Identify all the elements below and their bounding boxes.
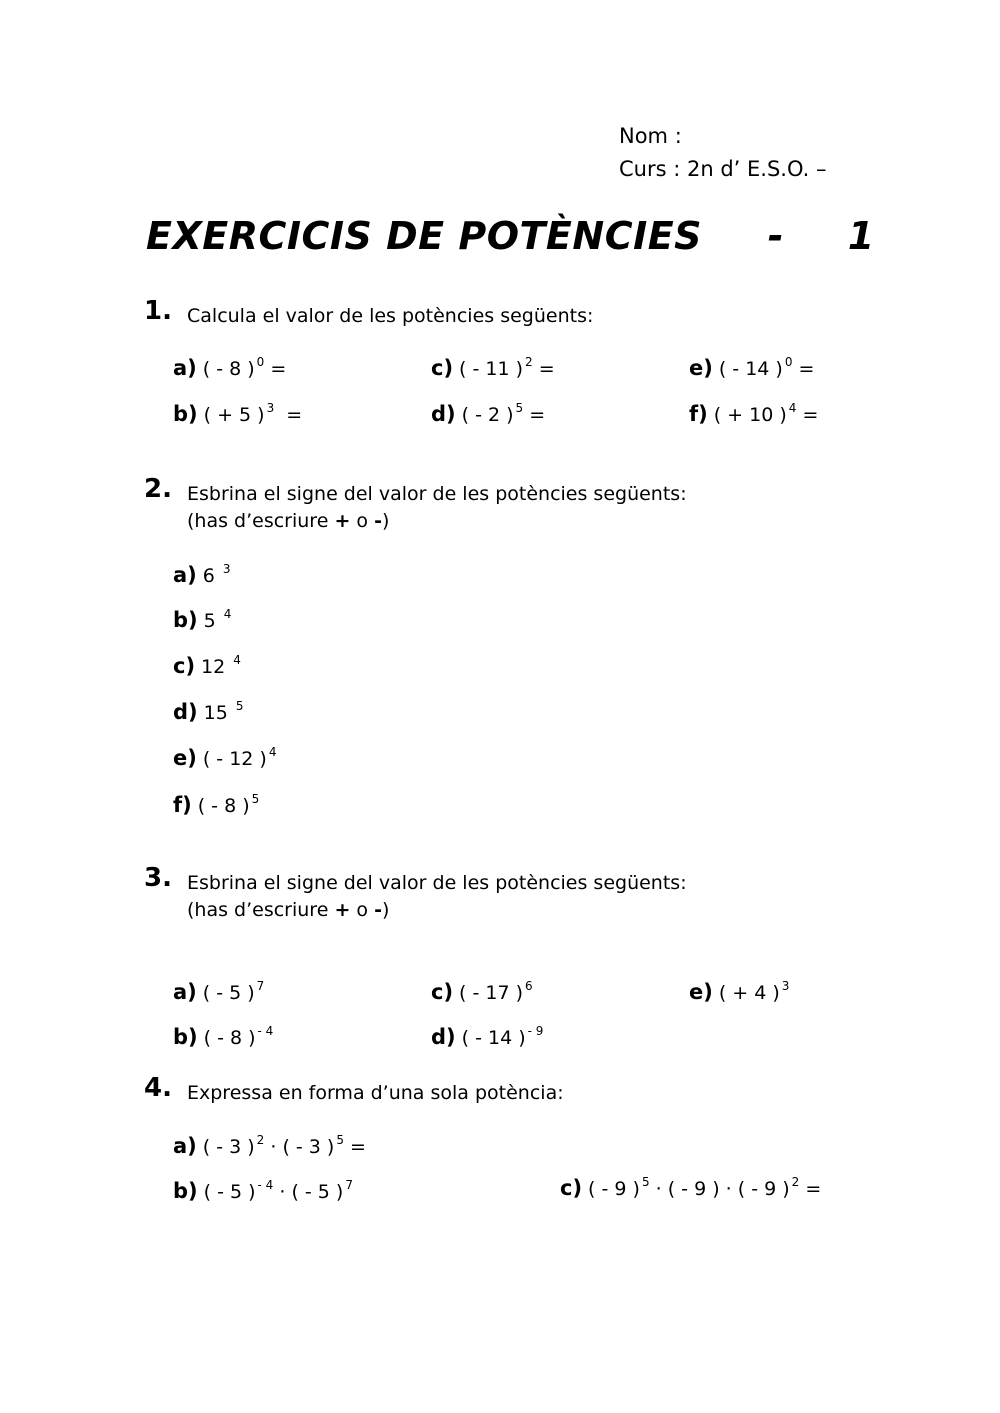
item-exponent: 4: [788, 401, 797, 415]
item-base: ( - 8 ): [197, 795, 250, 817]
q3-item-c: [431, 979, 533, 1004]
item-equals: =: [529, 404, 546, 426]
multiply-dot: ·: [270, 1136, 277, 1158]
item-base: ( - 9 ): [588, 1178, 640, 1200]
item-equals: =: [798, 358, 815, 380]
multiply-dot: ·: [279, 1181, 286, 1203]
item-base: ( - 11 ): [459, 358, 524, 380]
item-label: c): [560, 1176, 583, 1200]
item-label: a): [173, 356, 197, 380]
item-equals: =: [286, 404, 303, 426]
course-label: Curs : 2n d’ E.S.O. –: [619, 157, 827, 181]
item-exponent: 2: [525, 355, 533, 369]
q3-item-a: [173, 979, 264, 1004]
name-field-label: Nom :: [619, 124, 682, 148]
item-base: 12: [201, 656, 226, 678]
item-base: ( - 8 ): [202, 358, 255, 380]
item-label: b): [173, 1025, 198, 1049]
item-label: d): [173, 700, 198, 724]
item-exponent: - 9: [527, 1024, 544, 1038]
q2-item-e: [173, 745, 276, 770]
item-base: ( - 14 ): [718, 358, 783, 380]
item-base: ( - 3 ): [202, 1136, 255, 1158]
item-base: 15: [203, 702, 228, 724]
item-base: ( + 4 ): [718, 982, 780, 1004]
q4-item-a: [173, 1133, 366, 1158]
item-base: 5: [203, 610, 216, 632]
multiply-dot: ·: [725, 1178, 732, 1200]
item-label: c): [431, 356, 454, 380]
item-label: e): [689, 980, 713, 1004]
item-equals: =: [270, 358, 287, 380]
item-label: d): [431, 1025, 456, 1049]
q1-item-a: [173, 355, 286, 380]
q2-item-c: [173, 653, 241, 678]
q2-note: (has d’escriure + o -): [187, 510, 390, 532]
q3-item-d: [431, 1024, 543, 1049]
item-label: f): [689, 402, 708, 426]
item-label: e): [689, 356, 713, 380]
q2-item-d: [173, 699, 244, 724]
item-exponent: - 4: [257, 1178, 274, 1192]
item-label: f): [173, 793, 192, 817]
q1-item-e: [689, 355, 814, 380]
q4-number: 4.: [144, 1073, 172, 1103]
q3-item-e: [689, 979, 789, 1004]
title-number: 1: [847, 214, 875, 258]
item-exponent: 6: [525, 979, 533, 993]
q2-item-a: [173, 562, 231, 587]
item-base: ( - 17 ): [459, 982, 524, 1004]
item-exponent: 3: [222, 562, 231, 576]
q2-number: 2.: [144, 474, 172, 504]
item-exponent: 7: [256, 979, 265, 993]
title-main: EXERCICIS DE POTÈNCIES: [146, 214, 703, 258]
item-base: ( - 9 ): [667, 1178, 720, 1200]
item-exponent: 4: [268, 745, 277, 759]
q1-item-c: [431, 355, 555, 380]
item-exponent: 3: [781, 979, 790, 993]
item-exponent: 0: [784, 355, 793, 369]
item-label: a): [173, 1134, 197, 1158]
q1-number: 1.: [144, 296, 172, 326]
title-dash: -: [767, 214, 785, 258]
item-label: e): [173, 746, 197, 770]
item-base: 6: [202, 565, 215, 587]
q3-item-b: [173, 1024, 273, 1049]
item-label: b): [173, 608, 198, 632]
item-base: ( - 9 ): [737, 1178, 790, 1200]
item-base: ( - 2 ): [461, 404, 514, 426]
q1-item-f: [689, 401, 818, 426]
q4-item-c: [560, 1175, 821, 1200]
item-exponent: 5: [641, 1175, 650, 1189]
item-equals: =: [802, 404, 819, 426]
item-label: c): [173, 654, 196, 678]
item-exponent: 4: [233, 653, 241, 667]
item-base: ( - 14 ): [461, 1027, 526, 1049]
item-label: b): [173, 402, 198, 426]
q2-instruction: Esbrina el signe del valor de les potències següents:: [187, 483, 687, 505]
item-exponent: 5: [515, 401, 524, 415]
item-exponent: 5: [251, 792, 260, 806]
item-label: b): [173, 1179, 198, 1203]
page-title: [146, 214, 875, 258]
q1-instruction: Calcula el valor de les potències següents:: [187, 305, 594, 327]
item-label: a): [173, 980, 197, 1004]
item-exponent: 0: [256, 355, 265, 369]
item-exponent: 2: [256, 1133, 265, 1147]
item-exponent: 2: [791, 1175, 800, 1189]
item-base: ( + 10 ): [713, 404, 787, 426]
q2-item-b: [173, 607, 231, 632]
item-base: ( - 8 ): [203, 1027, 256, 1049]
item-exponent: 7: [345, 1178, 353, 1192]
item-base: ( + 5 ): [203, 404, 265, 426]
item-label: d): [431, 402, 456, 426]
item-base: ( - 5 ): [202, 982, 255, 1004]
item-equals: =: [350, 1136, 366, 1158]
q4-instruction: Expressa en forma d’una sola potència:: [187, 1082, 564, 1104]
item-base: ( - 3 ): [282, 1136, 335, 1158]
item-base: ( - 5 ): [291, 1181, 344, 1203]
q3-number: 3.: [144, 863, 172, 893]
item-base: ( - 5 ): [203, 1181, 256, 1203]
multiply-dot: ·: [655, 1178, 662, 1200]
item-base: ( - 12 ): [202, 748, 267, 770]
item-exponent: 5: [336, 1133, 344, 1147]
q3-instruction: Esbrina el signe del valor de les potències següents:: [187, 872, 687, 894]
item-equals: =: [538, 358, 555, 380]
item-exponent: 5: [235, 699, 244, 713]
q4-item-b: [173, 1178, 353, 1203]
item-label: c): [431, 980, 454, 1004]
q3-note: (has d’escriure + o -): [187, 899, 390, 921]
item-equals: =: [805, 1178, 822, 1200]
item-exponent: 3: [266, 401, 275, 415]
item-label: a): [173, 563, 197, 587]
item-exponent: 4: [223, 607, 232, 621]
item-exponent: - 4: [257, 1024, 274, 1038]
q1-item-d: [431, 401, 545, 426]
q1-item-b: [173, 401, 302, 426]
q2-item-f: [173, 792, 259, 817]
